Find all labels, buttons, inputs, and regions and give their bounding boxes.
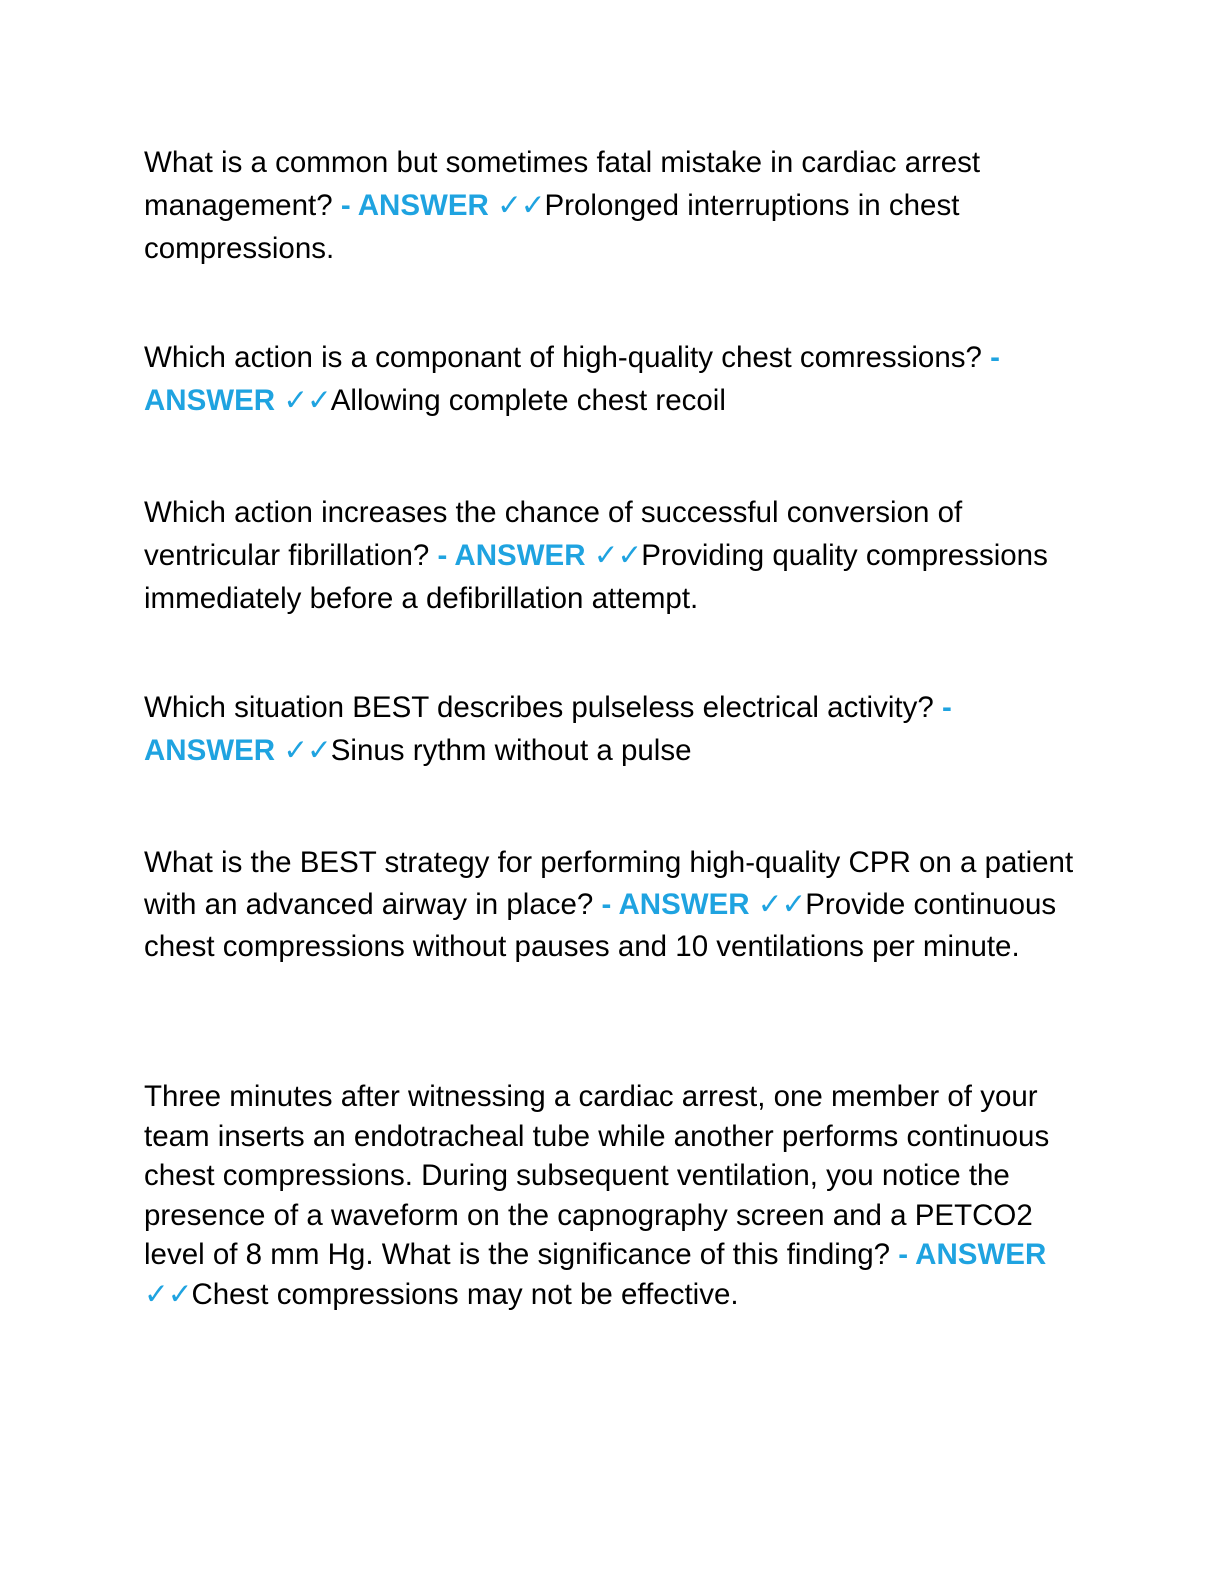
answer-text: Sinus rythm without a pulse xyxy=(330,734,692,767)
answer-text: Providing quality compressions immediately before a defibrillation attempt. xyxy=(144,539,1048,615)
double-check-icon: ✓✓ xyxy=(757,888,806,921)
question-text: Which situation BEST describes pulseless electrical activity? xyxy=(144,691,934,724)
question-text: Three minutes after witnessing a cardiac arrest, one member of your team inserts an endotracheal tube while another performs continuous chest compressions. During subsequent ventilation, you notice the presence of a waveform on the capnography screen and a PETCO2 level of 8 mm Hg. What is the significance of this finding? xyxy=(144,1080,1050,1271)
qa-item xyxy=(144,141,1084,270)
answer-separator: - ANSWER xyxy=(340,189,489,222)
question-text: What is a common but sometimes fatal mistake in cardiac arrest management? xyxy=(144,146,981,222)
answer-separator: - ANSWER xyxy=(437,539,586,572)
answer-text: Prolonged interruptions in chest compressions. xyxy=(144,189,960,265)
answer-separator: - ANSWER xyxy=(898,1238,1047,1271)
answer-separator: - ANSWER xyxy=(601,888,750,921)
double-check-icon: ✓✓ xyxy=(283,734,331,767)
qa-item xyxy=(144,336,1084,422)
double-check-icon: ✓✓ xyxy=(593,539,642,572)
answer-text: Allowing complete chest recoil xyxy=(330,384,726,417)
qa-item xyxy=(144,686,1084,772)
double-check-icon: ✓✓ xyxy=(497,189,545,222)
question-text: Which action increases the chance of successful conversion of ventricular fibrillation? xyxy=(144,496,963,572)
qa-item xyxy=(144,491,1084,620)
qa-item xyxy=(144,842,1084,968)
answer-separator: - ANSWER xyxy=(144,691,952,767)
double-check-icon: ✓✓ xyxy=(283,384,331,417)
answer-separator: - ANSWER xyxy=(144,341,1000,417)
qa-item xyxy=(144,1077,1084,1314)
answer-text: Chest compressions may not be effective. xyxy=(191,1277,739,1311)
question-text: What is the BEST strategy for performing high-quality CPR on a patient with an advanced airway in place? xyxy=(144,846,1074,921)
double-check-icon: ✓✓ xyxy=(144,1277,192,1311)
answer-text: Provide continuous chest compressions without pauses and 10 ventilations per minute. xyxy=(144,888,1057,963)
question-text: Which action is a componant of high-quality chest comressions? xyxy=(144,341,982,374)
